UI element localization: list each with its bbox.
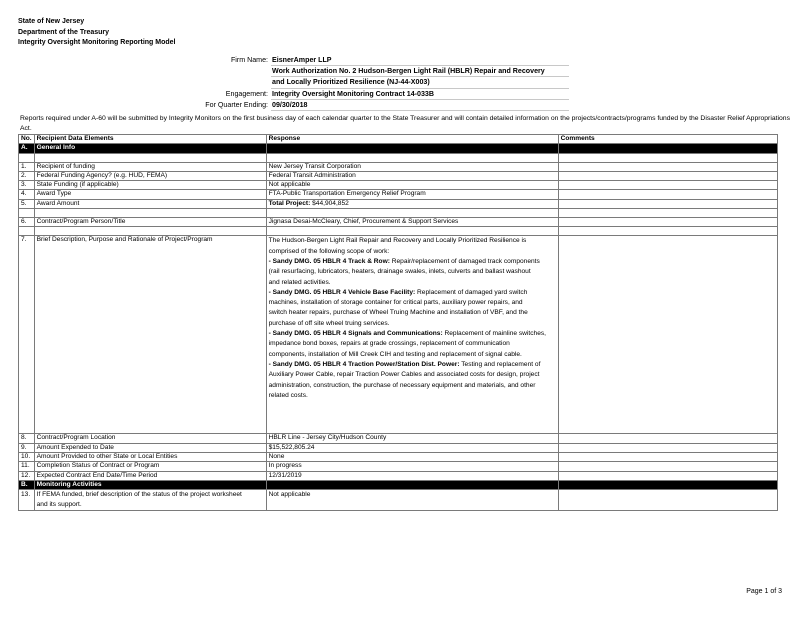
project-description: The Hudson-Bergen Light Rail Repair and Recovery and Locally Prioritized Resilience is comprised of the following scope of work: - Sandy DMG. 05 HBLR 4 Track & Row: Repair/replacement of damaged track components (rail resurfacing, lubricators, heaters, drainage swales, inlets, culverts and ballast washout and related activities. - Sandy DMG. 05 HBLR 4 Vehicle Base Facility: Replacement of damaged yard switch machines, installation of storage container for critical parts, auxiliary power repairs, and switch heater repairs, purchase of Wheel Truing Machine and installation of VBF, and the purchase of off site wheel truing services. - Sandy DMG. 05 HBLR 4 Signals and Communications: Replacement of mainline switches, impedance bond boxes, repairs at grade crossings, replacement of communication components, installation of Mill Creek CIH and testing and replacement of signal cable. - Sandy DMG. 05 HBLR 4 Traction Power/Station Dist. Power: Testing and replacement of Auxiliary Power Cable, repair Traction Power Cables and associated costs for design, project administration, construction, the purchase of necessary equipment and materials, and other related costs. <box>266 236 558 434</box>
firm-name-value: EisnerAmper LLP <box>271 55 569 66</box>
page-number: Page 1 of 3 <box>746 588 782 595</box>
table-row: 2. Federal Funding Agency? (e.g. HUD, FEMA) Federal Transit Administration <box>19 171 778 180</box>
firm-name-label: Firm Name: <box>230 56 268 64</box>
table-row: 6. Contract/Program Person/Title Jignasa Desai-McCleary, Chief, Procurement & Support Services <box>19 218 778 227</box>
section-b-row: B. Monitoring Activities <box>19 480 778 489</box>
section-a-row: A. General Info <box>19 144 778 153</box>
engagement-meta <box>150 55 569 111</box>
table-row <box>19 227 778 236</box>
work-authorization-line2: and Locally Prioritized Resilience (NJ-44-X003) <box>271 77 569 89</box>
table-row: 10. Amount Provided to other State or Local Entities None <box>19 452 778 461</box>
quarter-ending-label: For Quarter Ending: <box>205 101 268 109</box>
header-comments: Comments <box>558 135 777 144</box>
table-header-row <box>19 135 778 144</box>
quarter-ending-value: 09/30/2018 <box>271 100 569 111</box>
engagement-label: Engagement: <box>225 90 268 98</box>
engagement-value: Integrity Oversight Monitoring Contract 14-033B <box>271 89 569 100</box>
section-a-title: General Info <box>34 144 266 153</box>
table-row: 13. If FEMA funded, brief description of the status of the project worksheet and its support. Not applicable <box>19 490 778 511</box>
header-response: Response <box>266 135 558 144</box>
header-department: Department of the Treasury <box>18 28 110 36</box>
table-row: 11. Completion Status of Contract or Program In progress <box>19 462 778 471</box>
work-authorization-line1: Work Authorization No. 2 Hudson-Bergen Light Rail (HBLR) Repair and Recovery <box>271 66 569 77</box>
intro-paragraph: Reports required under A-60 will be submitted by Integrity Monitors on the first business day of each calendar quarter to the State Treasurer and will contain detailed information on the projects/contracts/programs funded by the Disaster Relief Appropriations Act. <box>20 115 790 132</box>
table-row <box>19 153 778 162</box>
table-row: 4. Award Type FTA-Public Transportation Emergency Relief Program <box>19 190 778 199</box>
table-row <box>19 209 778 218</box>
table-row: 1. Recipient of funding New Jersey Transit Corporation <box>19 162 778 171</box>
document-header <box>18 17 176 49</box>
header-element: Recipient Data Elements <box>34 135 266 144</box>
table-row: 7. Brief Description, Purpose and Rationale of Project/Program The Hudson-Bergen Light Rail Repair and Recovery and Locally Prioritized Resilience is comprised of the following scope of work: - Sandy DMG. 05 HBLR 4 Track & Row: Repair/replacement of damaged track components (rail resurfacing, lubricators, heaters, drainage swales, inlets, culverts and ballast washout and related activities. - Sandy DMG. 05 HBLR 4 Vehicle Base Facility: Replacement of damaged yard switch machines, installation of storage container for critical parts, auxiliary power repairs, and switch heater repairs, purchase of Wheel Truing Machine and installation of VBF, and the purchase of off site wheel truing services. - Sandy DMG. 05 HBLR 4 Signals and Communications: Replacement of mainline switches, impedance bond boxes, repairs at grade crossings, replacement of communication components, installation of Mill Creek CIH and testing and replacement of signal cable. - Sandy DMG. 05 HBLR 4 Traction Power/Station Dist. Power: Testing and replacement of Auxiliary Power Cable, repair Traction Power Cables and associated costs for design, project administration, construction, the purchase of necessary equipment and materials, and other related costs. <box>19 236 778 434</box>
section-b-title: Monitoring Activities <box>34 480 266 489</box>
header-model-title: Integrity Oversight Monitoring Reporting Model <box>18 39 176 46</box>
table-row: 12. Expected Contract End Date/Time Period 12/31/2019 <box>19 471 778 480</box>
report-table <box>18 134 778 511</box>
table-row: 8. Contract/Program Location HBLR Line - Jersey City/Hudson County <box>19 434 778 443</box>
table-row: 9. Amount Expended to Date $15,522,805.24 <box>19 443 778 452</box>
header-state: State of New Jersey <box>18 18 85 25</box>
table-row: 5. Award Amount Total Project: $44,904,852 <box>19 199 778 208</box>
table-row: 3. State Funding (if applicable) Not applicable <box>19 181 778 190</box>
header-no: No. <box>19 135 35 144</box>
